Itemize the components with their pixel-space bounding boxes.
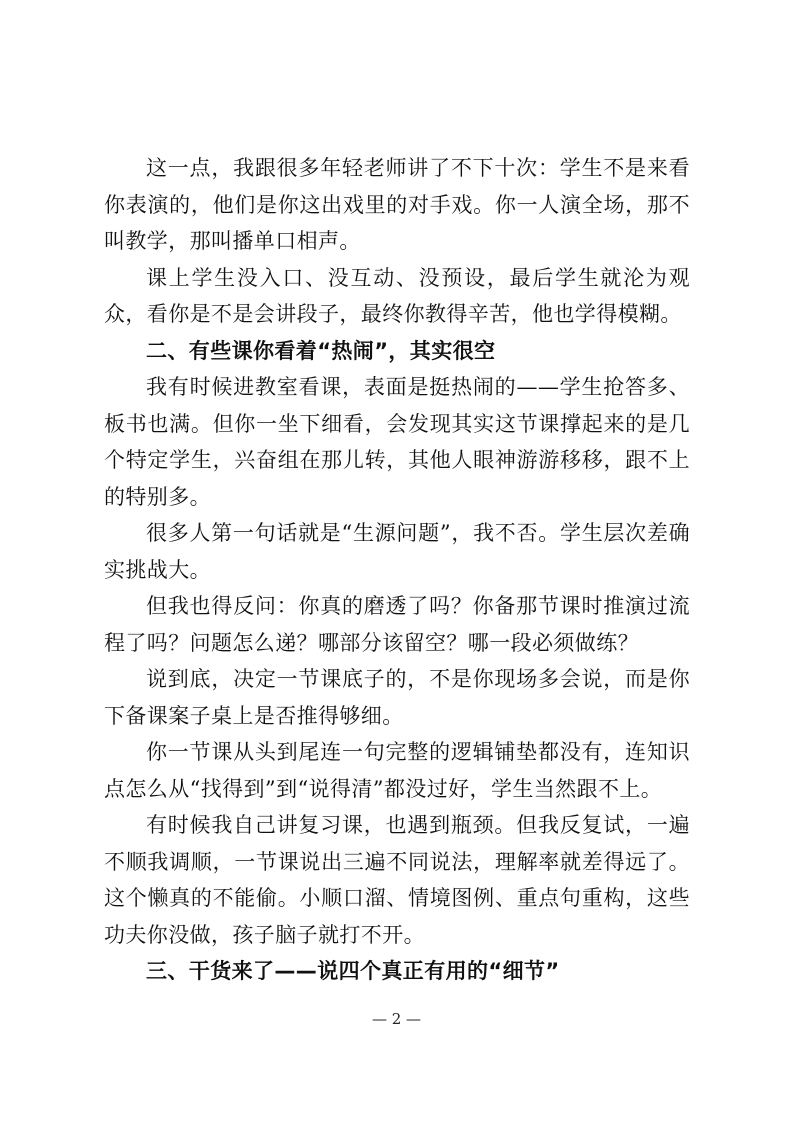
section-heading: 三、干货来了——说四个真正有用的“细节” bbox=[146, 959, 560, 983]
paragraph: 说到底，决定一节课底子的，不是你现场多会说，而是你下备课案子桌上是否推得够细。 bbox=[104, 667, 690, 728]
page-number: — 2 — bbox=[371, 1010, 422, 1028]
paragraph: 我有时候进教室看课，表面是挺热闹的——学生抢答多、板书也满。但你一坐下细看，会发现其实这节课撑起来的是几个特定学生，兴奋组在那儿转，其他人眼神游游移移，跟不上的特别多。 bbox=[104, 375, 690, 509]
paragraph: 但我也得反问：你真的磨透了吗？你备那节课时推演过流程了吗？问题怎么递？哪部分该留空？哪一段必须做练？ bbox=[104, 594, 690, 655]
document-body bbox=[104, 150, 690, 990]
section-heading: 二、有些课你看着“热闹”，其实很空 bbox=[146, 338, 496, 363]
paragraph: 这一点，我跟很多年轻老师讲了不下十次：学生不是来看你表演的，他们是你这出戏里的对手戏。你一人演全场，那不叫教学，那叫播单口相声。 bbox=[104, 156, 690, 253]
paragraph: 很多人第一句话就是“生源问题”，我不否。学生层次差确实挑战大。 bbox=[104, 521, 690, 582]
paragraph: 你一节课从头到尾连一句完整的逻辑铺垫都没有，连知识点怎么从“找得到”到“说得清”都没过好，学生当然跟不上。 bbox=[104, 740, 690, 801]
paragraph: 课上学生没入口、没互动、没预设，最后学生就沦为观众，看你是不是会讲段子，最终你教得辛苦，他也学得模糊。 bbox=[104, 265, 690, 326]
paragraph: 有时候我自己讲复习课，也遇到瓶颈。但我反复试，一遍不顺我调顺，一节课说出三遍不同说法，理解率就差得远了。这个懒真的不能偷。小顺口溜、情境图例、重点句重构，这些功夫你没做，孩子脑子就打不开。 bbox=[104, 813, 690, 947]
